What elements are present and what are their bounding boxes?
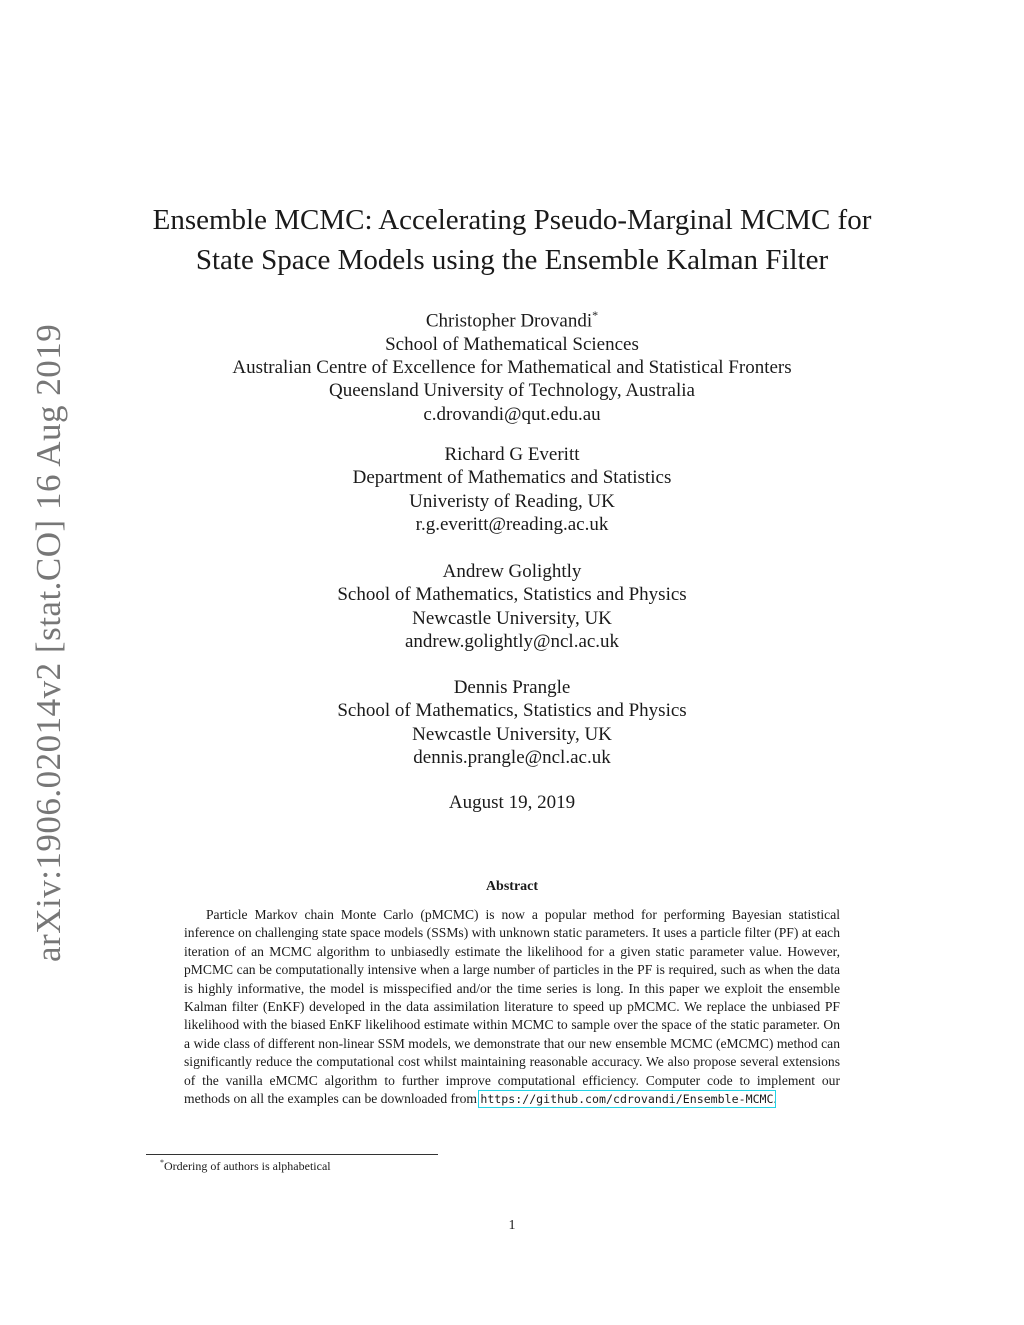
- author-affiliation: Univeristy of Reading, UK: [409, 490, 615, 512]
- author-affiliation: Australian Centre of Excellence for Mathematical and Statistical Fronters: [232, 356, 792, 378]
- publication-date: August 19, 2019: [448, 792, 576, 813]
- abstract-heading: Abstract: [485, 879, 539, 894]
- abstract-text: Particle Markov chain Monte Carlo (pMCMC) is now a popular method for performing Bayesian statistical inference on challenging state space models (SSMs) with unknown static parameters. It uses a particle filter (PF) at each iteration of an MCMC algorithm to unbiasedly estimate the likelihood for a given static parameter value. However, pMCMC can be computationally intensive when a large number of particles in the PF is required, such as when the data is highly informative, the model is misspecified and/or the time series is long. In this paper we exploit the ensemble Kalman filter (EnKF) developed in the data assimilation literature to speed up pMCMC. We replace the unbiased PF likelihood with the biased EnKF likelihood estimate within MCMC to sample over the space of the static parameter. On a wide class of different non-linear SSM models, we demonstrate that our new ensemble MCMC (eMCMC) method can significantly reduce the computational cost whilst maintaining reasonable accuracy. We also propose several extensions of the vanilla eMCMC algorithm to further improve computational efficiency. Computer code to implement our methods on all the examples can be downloaded from https://github.com/cdrovandi/Ensemble-MCMC.: [184, 907, 840, 1107]
- author-affiliation: Newcastle University, UK: [412, 723, 612, 745]
- title-line-2: State Space Models using the Ensemble Kalman Filter: [195, 244, 829, 276]
- footnote-divider: [146, 1154, 438, 1155]
- author-name: Andrew Golightly: [442, 561, 582, 582]
- author-affiliation: School of Mathematics, Statistics and Physics: [337, 700, 687, 722]
- author-block-everitt: [0, 443, 1024, 536]
- author-name: Richard G Everitt: [444, 444, 580, 465]
- author-email: r.g.everitt@reading.ac.uk: [415, 513, 609, 535]
- author-name: Dennis Prangle: [453, 677, 571, 698]
- author-email: c.drovandi@qut.edu.au: [423, 403, 601, 425]
- paper-title: [0, 200, 1024, 280]
- footnote-mark: *: [592, 308, 599, 322]
- author-email: andrew.golightly@ncl.ac.uk: [404, 630, 620, 652]
- footnote-mark: *: [160, 1158, 164, 1167]
- title-line-1: Ensemble MCMC: Accelerating Pseudo-Marginal MCMC for: [152, 204, 872, 236]
- page-number: 1: [508, 1218, 516, 1233]
- footnote: [160, 1158, 331, 1174]
- footnote-text: Ordering of authors is alphabetical: [164, 1159, 331, 1173]
- author-block-golightly: [0, 560, 1024, 653]
- author-affiliation: Queensland University of Technology, Australia: [329, 380, 695, 402]
- author-affiliation: School of Mathematics, Statistics and Physics: [337, 584, 687, 606]
- author-block-drovandi: [0, 304, 1024, 426]
- code-repository-link[interactable]: https://github.com/cdrovandi/Ensemble-MCMC: [480, 1092, 774, 1107]
- author-affiliation: Newcastle University, UK: [412, 607, 612, 629]
- arxiv-identifier-stamp: arXiv:1906.02014v2 [stat.CO] 16 Aug 2019: [29, 323, 68, 962]
- author-name: Christopher Drovandi*: [425, 308, 599, 332]
- author-affiliation: School of Mathematical Sciences: [385, 333, 639, 355]
- author-block-prangle: [0, 676, 1024, 769]
- author-affiliation: Department of Mathematics and Statistics: [352, 467, 672, 489]
- author-email: dennis.prangle@ncl.ac.uk: [413, 746, 611, 768]
